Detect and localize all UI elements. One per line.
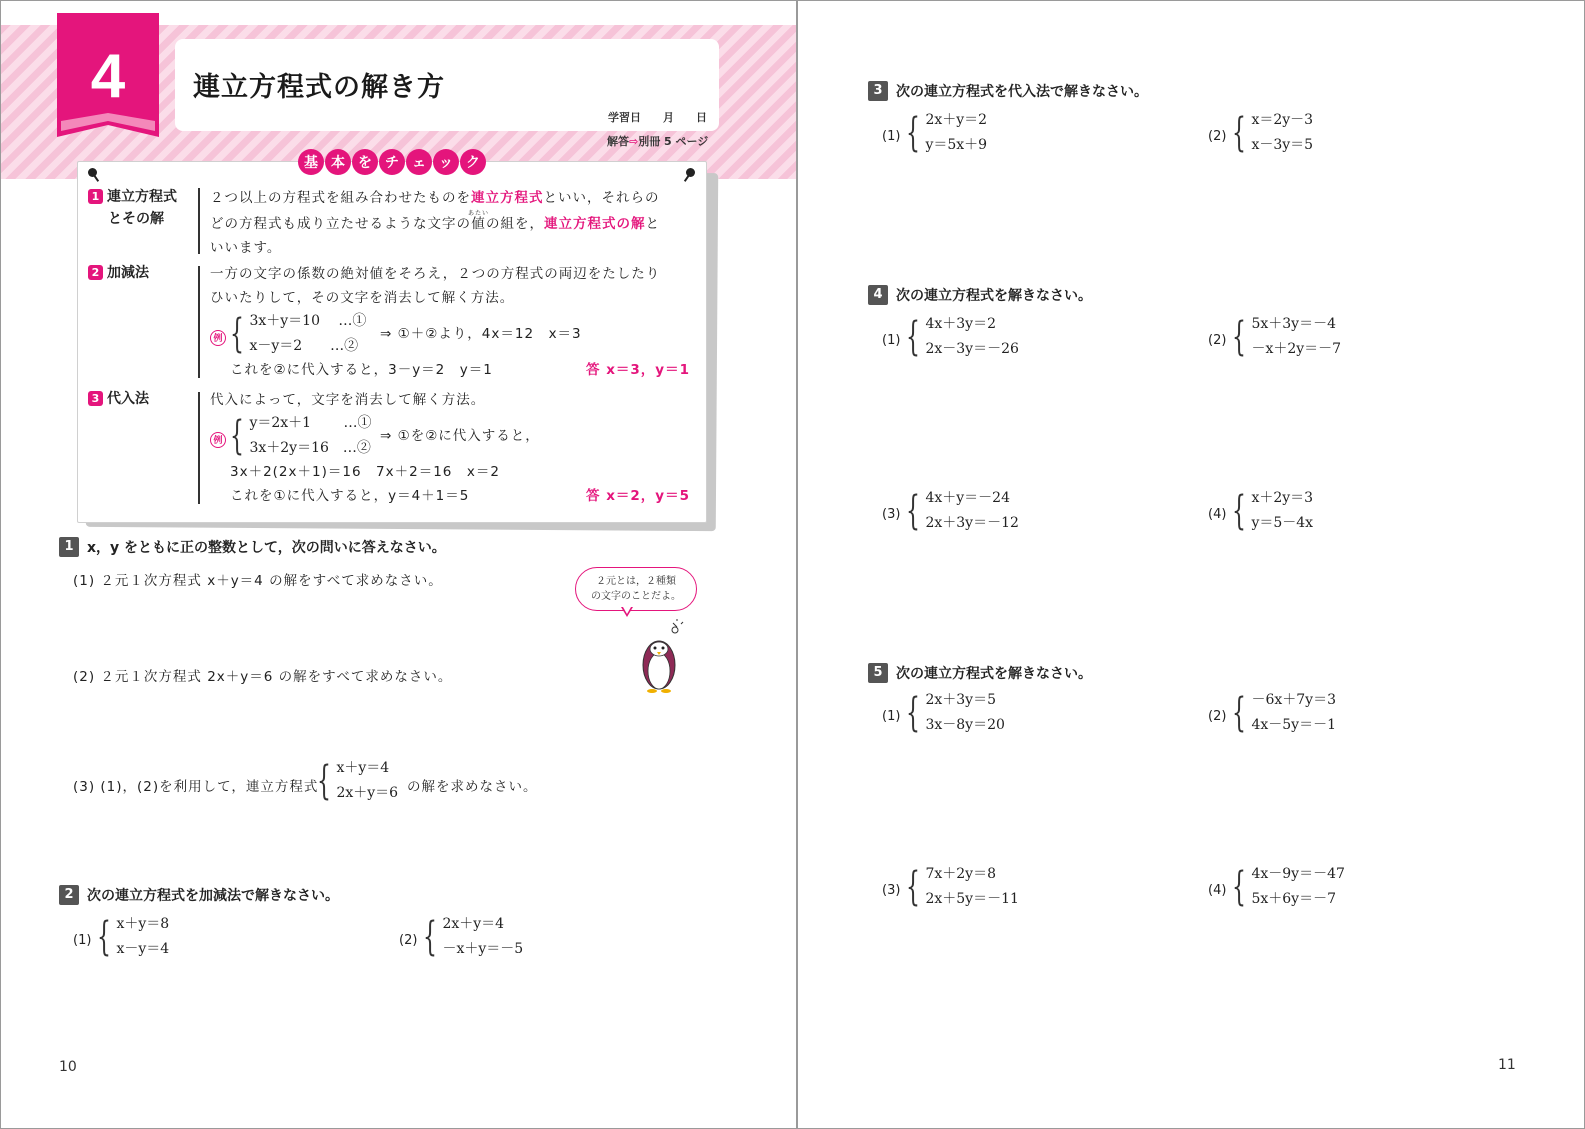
basic-check-title: [298, 149, 486, 175]
basic-check-card: [77, 155, 707, 523]
example-calc: 3x＋2(2x＋1)＝16 7x＋2＝16 x＝2: [230, 464, 500, 480]
check-title-char: チ: [379, 149, 405, 175]
brace-icon: {: [423, 913, 437, 960]
study-date-month: 月: [663, 111, 674, 124]
equation: 5x＋3y＝－4: [1251, 316, 1336, 332]
system-q4-4: [1232, 489, 1313, 532]
question-badge: 3: [868, 81, 888, 101]
brace-icon: {: [1232, 863, 1246, 910]
equation: 3x＋2y＝16 …②: [249, 440, 371, 456]
equation: x－3y＝5: [1251, 137, 1314, 153]
example-sub: これを②に代入すると，3－y＝2 y＝1: [230, 362, 493, 378]
question-1-3: (3) (1)，(2)を利用して，連立方程式: [73, 779, 319, 795]
page-number: 11: [1498, 1057, 1516, 1073]
question-1-1: (1) ２元１次方程式 x＋y＝4 の解をすべて求めなさい。: [73, 573, 443, 589]
equation: 4x－9y＝－47: [1251, 866, 1345, 882]
brace-icon: {: [1232, 689, 1246, 736]
question-4-heading: [868, 285, 1092, 305]
section-1-body: [210, 186, 700, 260]
equation: 2x－3y＝－26: [925, 341, 1019, 357]
brace-icon: {: [906, 863, 920, 910]
item-label: (3): [882, 883, 901, 898]
divider: [198, 266, 200, 378]
example-step: ⇒ ①を②に代入すると，: [380, 428, 540, 444]
system-q2-2: [423, 915, 523, 958]
question-text: 次の連立方程式を加減法で解きなさい。: [87, 888, 339, 904]
equation: －x＋2y＝－7: [1251, 341, 1342, 357]
brace-icon: {: [1232, 109, 1246, 156]
equation: x－y＝4: [116, 941, 170, 957]
example-answer: 答 x＝2，y＝5: [586, 488, 690, 504]
example-answer: 答 x＝3，y＝1: [586, 362, 690, 378]
text: いいます。: [210, 240, 282, 256]
title-box: [175, 39, 719, 131]
text: 一方の文字の係数の絶対値をそろえ，２つの方程式の両辺をたしたり: [210, 266, 661, 282]
study-date-day: 日: [696, 111, 707, 124]
system-q3-2: [1232, 111, 1313, 154]
item-label: (1): [882, 129, 901, 144]
question-2-heading: [59, 885, 339, 905]
equation: x＋2y＝3: [1251, 490, 1314, 506]
brace-icon: {: [230, 310, 244, 357]
brace-icon: {: [906, 487, 920, 534]
study-date-label: 学習日: [608, 111, 641, 124]
equation: 2x＋3y＝－12: [925, 515, 1019, 531]
answer-reference: [607, 133, 708, 149]
right-page: [797, 0, 1585, 1129]
ruby-base: 値: [468, 216, 489, 232]
equation: 2x＋5y＝－11: [925, 891, 1019, 907]
question-5-heading: [868, 663, 1092, 683]
section-3-heading: [88, 388, 149, 410]
equation: y＝5－4x: [1251, 515, 1314, 531]
section-2-body: [210, 262, 700, 310]
brace-icon: {: [97, 913, 111, 960]
question-3-heading: [868, 81, 1148, 101]
section-3-heading-line1: 代入法: [107, 391, 149, 407]
ruby-text: [468, 210, 490, 232]
question-badge: 5: [868, 663, 888, 683]
check-title-char: 基: [298, 149, 324, 175]
system-q4-3: [906, 489, 1019, 532]
item-label: (3): [882, 507, 901, 522]
item-label: (4): [1208, 883, 1227, 898]
equation: x－y＝2 …②: [249, 338, 359, 354]
section-1-heading: [88, 186, 177, 230]
question-text: x，y をともに正の整数として，次の問いに答えなさい。: [87, 540, 446, 556]
example-marker: [210, 326, 226, 346]
example-marker: [210, 428, 226, 448]
example-icon: 例: [210, 432, 226, 448]
question-1-2: (2) ２元１次方程式 2x＋y＝6 の解をすべて求めなさい。: [73, 669, 453, 685]
text: ２つ以上の方程式を組み合わせたものを: [210, 190, 471, 206]
question-badge: 2: [59, 885, 79, 905]
equation: －x＋y＝－5: [442, 941, 524, 957]
brace-icon: {: [906, 313, 920, 360]
equation: 2x＋y＝4: [442, 916, 505, 932]
hint-bubble: [575, 567, 697, 611]
pin-stick: [684, 174, 690, 182]
answer-ref-text: 別冊 5 ページ: [638, 135, 709, 148]
example-system: [230, 414, 372, 457]
equation: 2x＋3y＝5: [925, 692, 996, 708]
question-badge: 1: [59, 537, 79, 557]
section-1-heading-line2: とその解: [108, 211, 164, 227]
brace-icon: {: [1232, 487, 1246, 534]
item-label: (4): [1208, 507, 1227, 522]
question-badge: 4: [868, 285, 888, 305]
system-q4-2: [1232, 315, 1341, 358]
text: どの方程式も成り立たせるような文字の: [210, 216, 471, 232]
example-icon: 例: [210, 330, 226, 346]
question-text: 次の連立方程式を解きなさい。: [896, 288, 1092, 304]
item-label: (1): [73, 933, 92, 948]
text: と: [645, 216, 660, 232]
bubble-tail: [623, 607, 631, 614]
section-2-heading-line1: 加減法: [107, 265, 149, 281]
question-1-heading: [59, 537, 446, 557]
text: ⇒ ①＋②より，4x＝12 x＝3: [380, 326, 582, 342]
check-title-char: ク: [460, 149, 486, 175]
system-q5-3: [906, 865, 1019, 908]
check-title-char: ッ: [433, 149, 459, 175]
study-date: [608, 109, 707, 125]
example-sub: これを①に代入すると，y＝4＋1＝5: [230, 488, 470, 504]
page-title: 連立方程式の解き方: [193, 72, 445, 103]
question-text: 次の連立方程式を解きなさい。: [896, 666, 1092, 682]
equation: 4x－5y＝－1: [1251, 717, 1336, 733]
equation: x＝2y－3: [1251, 112, 1314, 128]
brace-icon: {: [317, 757, 331, 804]
pin-stick: [93, 174, 99, 182]
brace-icon: {: [1232, 313, 1246, 360]
text: ひいたりして，その文字を消去して解く方法。: [210, 290, 515, 306]
check-title-char: ェ: [406, 149, 432, 175]
brace-icon: {: [906, 109, 920, 156]
equation: x＋y＝8: [116, 916, 170, 932]
item-label: (2): [1208, 709, 1227, 724]
section-badge: 1: [88, 189, 103, 204]
brace-icon: {: [906, 689, 920, 736]
check-title-char: を: [352, 149, 378, 175]
section-badge: 3: [88, 391, 103, 406]
equation: 2x＋y＝6: [336, 785, 399, 801]
section-3-body: 代入によって，文字を消去して解く方法。: [210, 392, 486, 408]
page-number: 10: [59, 1059, 77, 1075]
system-q5-2: [1232, 691, 1336, 734]
equation: x＋y＝4: [336, 760, 390, 776]
equation: 2x＋y＝2: [925, 112, 988, 128]
hint-line: の文字のことだよ。: [591, 591, 681, 602]
term-highlight: 連立方程式: [471, 190, 544, 206]
term-highlight: 連立方程式の解: [544, 216, 646, 232]
item-label: (2): [1208, 333, 1227, 348]
hint-line: ２元とは，２種類: [596, 576, 676, 587]
arrow-icon: ⇨: [629, 135, 639, 148]
question-1-3-system: [317, 759, 398, 802]
text: の組を，: [486, 216, 544, 232]
equation: y＝2x＋1 …①: [249, 415, 372, 431]
check-title-char: 本: [325, 149, 351, 175]
question-1-3-suffix: の解を求めなさい。: [407, 779, 538, 795]
equation: 3x＋y＝10 …①: [249, 313, 367, 329]
system-q5-1: [906, 691, 1005, 734]
section-2-heading: [88, 262, 149, 284]
item-label: (1): [882, 709, 901, 724]
penguin-icon: [637, 619, 687, 695]
text: といい，それらの: [543, 190, 660, 206]
question-text: 次の連立方程式を代入法で解きなさい。: [896, 84, 1148, 100]
equation: 3x－8y＝20: [925, 717, 1005, 733]
ruby-reading: あたい: [468, 210, 490, 217]
divider: [198, 188, 200, 254]
answer-ref-prefix: 解答: [607, 135, 629, 148]
system-q3-1: [906, 111, 987, 154]
divider: [198, 392, 200, 504]
brace-icon: {: [230, 412, 244, 459]
chapter-number: 4: [90, 42, 126, 111]
section-1-heading-line1: 連立方程式: [107, 189, 177, 205]
system-q4-1: [906, 315, 1019, 358]
equation: －6x＋7y＝3: [1251, 692, 1336, 708]
item-label: (2): [399, 933, 418, 948]
item-label: (1): [882, 333, 901, 348]
equation: 7x＋2y＝8: [925, 866, 996, 882]
equation: 4x＋y＝－24: [925, 490, 1010, 506]
equation: y＝5x＋9: [925, 137, 988, 153]
example-system: [230, 312, 366, 355]
system-q2-1: [97, 915, 169, 958]
system-q5-4: [1232, 865, 1345, 908]
equation: 4x＋3y＝2: [925, 316, 996, 332]
equation: 5x＋6y＝－7: [1251, 891, 1336, 907]
example-step: [380, 322, 582, 346]
item-label: (2): [1208, 129, 1227, 144]
section-badge: 2: [88, 265, 103, 280]
chapter-tab: [57, 13, 159, 137]
